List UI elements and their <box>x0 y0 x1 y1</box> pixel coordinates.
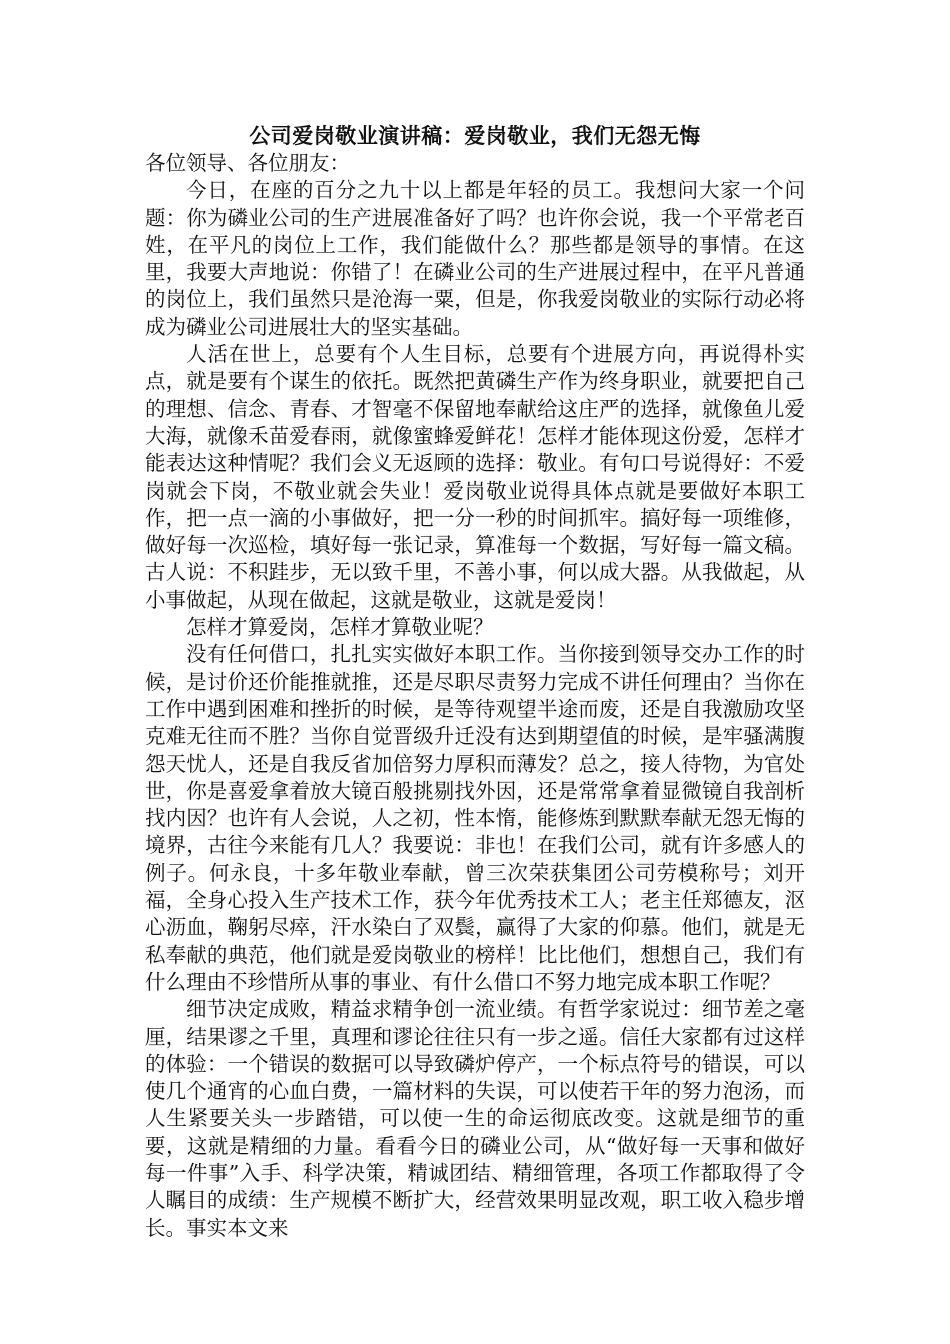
paragraph-1: 今日，在座的百分之九十以上都是年轻的员工。我想问大家一个问题：你为磷业公司的生产进展准备好了吗？也许你会说，我一个平常老百姓，在平凡的岗位上工作，我们能做什么？那些都是领导的事情。在这里，我要大声地说：你错了！在磷业公司的生产进展过程中，在平凡普通的岗位上，我们虽然只是沧海一粟，但是，你我爱岗敬业的实际行动必将成为磷业公司进展壮大的坚实基础。 <box>145 178 805 339</box>
paragraph-4: 没有任何借口，扎扎实实做好本职工作。当你接到领导交办工作的时候，是讨价还价能推就推，还是尽职尽责努力完成不讲任何理由？当你在工作中遇到困难和挫折的时候，是等待观望半途而废，还是自我激励攻坚克难无往而不胜？当你自觉晋级升迁没有达到期望值的时候，是牢骚满腹怨天忧人，还是自我反省加倍努力厚积而薄发？总之，接人待物，为官处世，你是喜爱拿着放大镜百般挑剔找外因，还是常常拿着显微镜自我剖析找内因？也许有人会说，人之初，性本惰，能修炼到默默奉献无怨无悔的境界，古往今来能有几人？我要说：非也！在我们公司，就有许多感人的例子。何永良，十多年敬业奉献，曾三次荣获集团公司劳模称号；刘开福，全身心投入生产技术工作，获今年优秀技术工人；老主任郑德友，沤心沥血，鞠躬尽瘁，汗水染白了双鬓，赢得了大家的仰慕。他们，就是无私奉献的典范，他们就是爱岗敬业的榜样！比比他们，想想自己，我们有什么理由不珍惜所从事的事业、有什么借口不努力地完成本职工作呢？ <box>145 642 805 994</box>
paragraph-3: 怎样才算爱岗，怎样才算敬业呢？ <box>186 615 494 640</box>
paragraph-5: 细节决定成败，精益求精争创一流业绩。有哲学家说过：细节差之毫厘，结果谬之千里，真理和谬论往往只有一步之遥。信任大家都有过这样的体验：一个错误的数据可以导致磷炉停产，一个标点符号的错误，可以使几个通宵的心血白费，一篇材料的失误，可以使若干年的努力泡汤，而人生紧要关头一步踏错，可以使一生的命运彻底改变。这就是细节的重要，这就是精细的力量。看看今日的磷业公司，从“做好每一天事和做好每一件事”入手、科学决策，精诚团结、精细管理，各项工作都取得了令人瞩目的成绩：生产规模不断扩大，经营效果明显改观，职工收入稳步增长。事实本文来 <box>145 997 805 1240</box>
salutation: 各位领导、各位朋友： <box>145 151 350 175</box>
document-title: 公司爱岗敬业演讲稿：爱岗敬业，我们无怨无悔 <box>249 123 701 148</box>
document-body <box>145 122 805 1242</box>
paragraph-2: 人活在世上，总要有个人生目标，总要有个进展方向，再说得朴实点，就是要有个谋生的依托。既然把黄磷生产作为终身职业，就要把自己的理想、信念、青春、才智毫不保留地奉献给这庄严的选择，就像鱼儿爱大海，就像禾苗爱春雨，就像蜜蜂爱鲜花！怎样才能体现这份爱，怎样才能表达这种情呢？我们会义无返顾的选择：敬业。有句口号说得好：不爱岗就会下岗，不敬业就会失业！爱岗敬业说得具体点就是要做好本职工作，把一点一滴的小事做好，把一分一秒的时间抓牢。搞好每一项维修，做好每一次巡检，填好每一张记录，算准每一个数据，写好每一篇文稿。古人说：不积跬步，无以致千里，不善小事，何以成大器。从我做起，从小事做起，从现在做起，这就是敬业，这就是爱岗！ <box>145 342 805 612</box>
